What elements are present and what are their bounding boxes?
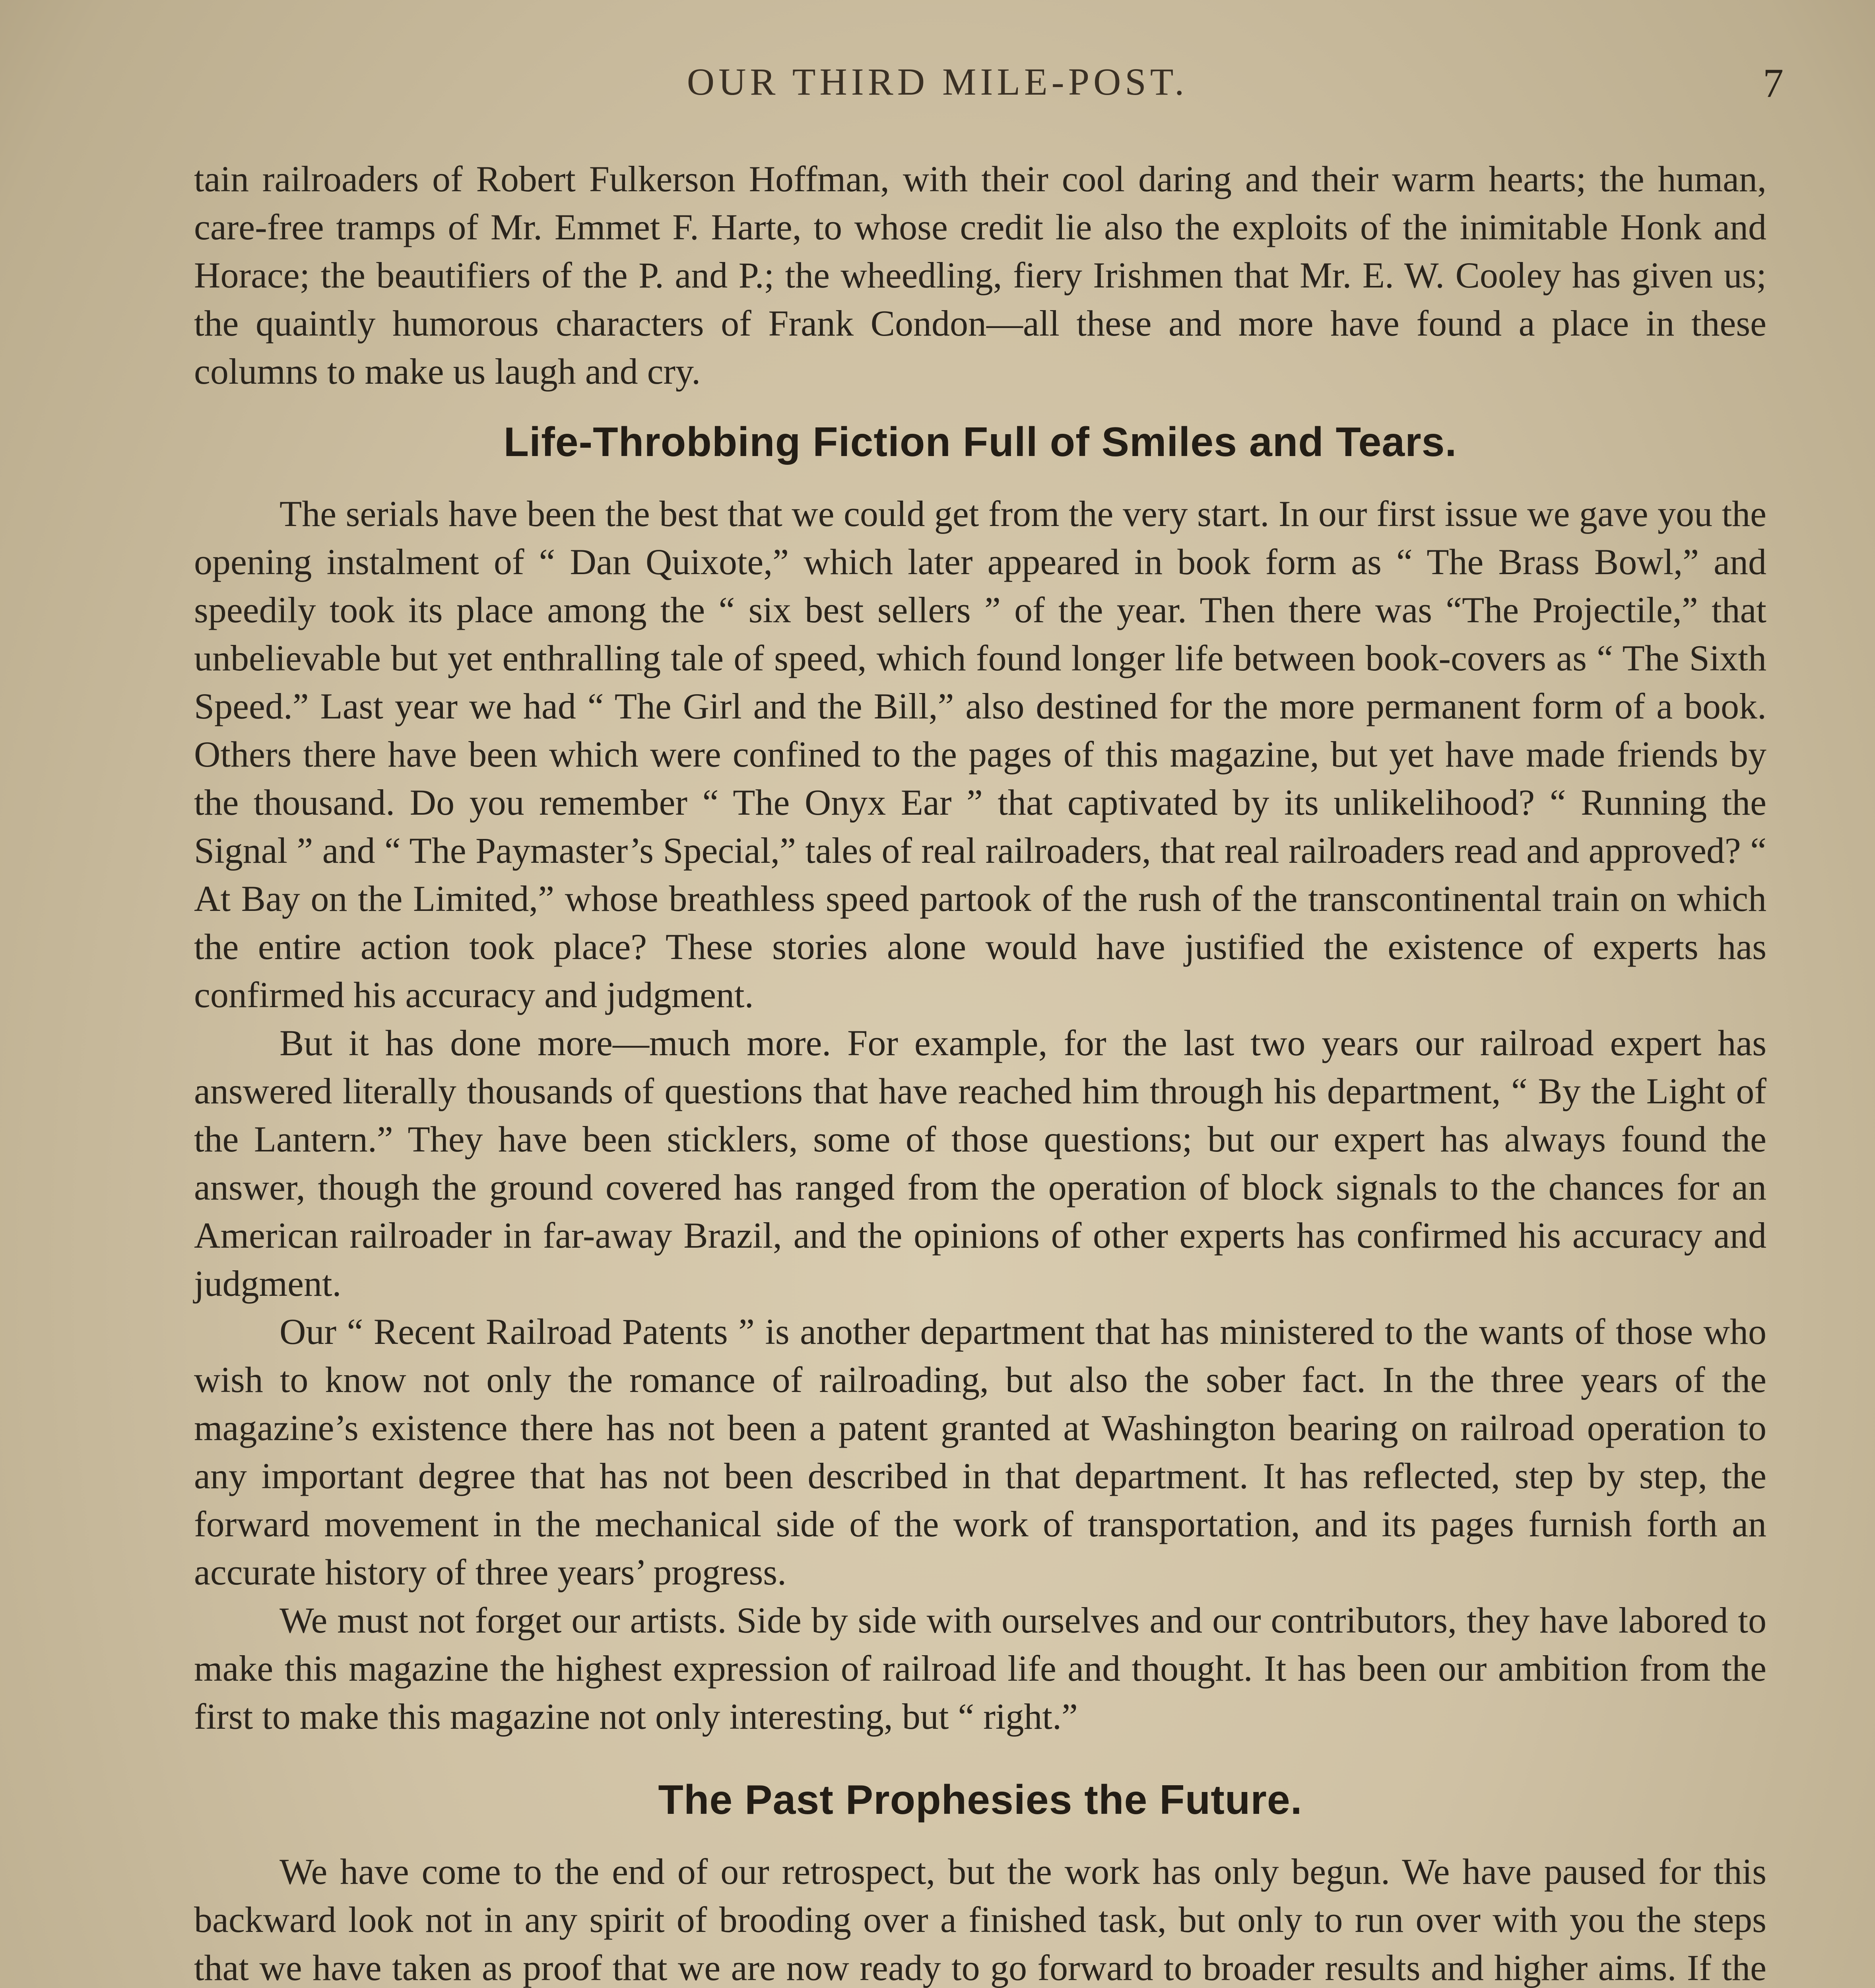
running-title: OUR THIRD MILE-POST. xyxy=(687,60,1188,103)
paragraph-serials: The serials have been the best that we could get from the very start. In our first issue we gave you the opening instalment of “ Dan Quixote,” which later appeared in book form as “ The Brass Bowl,” and speedily took its place among the “ six best sellers ” of the year. Then there was “The Projectile,” that unbelievable but yet enthralling tale of speed, which found longer life between book-covers as “ The Sixth Speed.” Last year we had “ The Girl and the Bill,” also destined for the more permanent form of a book. Others there have been which were confined to the pages of this magazine, but yet have made friends by the thousand. Do you remember “ The Onyx Ear ” that captivated by its unlikelihood? “ Running the Signal ” and “ The Paymaster’s Special,” tales of real railroaders, that real railroaders read and approved? “ At Bay on the Limited,” whose breathless speed partook of the rush of the transcontinental train on which the entire action took place? These stories alone would have justified the existence of experts has confirmed his accuracy and judgment. xyxy=(194,493,1766,1015)
page-header xyxy=(0,60,1875,107)
paragraph-artists: We must not forget our artists. Side by side with ourselves and our contributors, they have labored to make this magazine the highest expression of railroad life and thought. It has been our ambition from the first to make this magazine not only interesting, but “ right.” xyxy=(194,1600,1766,1737)
paragraph-retrospect xyxy=(194,1848,1766,1988)
paragraph-patents: Our “ Recent Railroad Patents ” is another department that has ministered to the wants of those who wish to know not only the romance of railroading, but also the sober fact. In the three years of the magazine’s existence there has not been a patent granted at Washington bearing on railroad operation to any important degree that has not been described in that department. It has reflected, step by step, the forward movement in the mechanical side of the work of transportation, and its pages furnish forth an accurate history of three years’ progress. xyxy=(194,1311,1766,1592)
paragraph-railroad-expert: But it has done more—much more. For example, for the last two years our railroad expert has answered literally thousands of questions that have reached him through his department, “ By the Light of the Lantern.” They have been sticklers, some of those questions; but our expert has always found the answer, though the ground covered has ranged from the operation of block signals to the chances for an American railroader in far-away Brazil, and the opinions of other experts has confirmed his accuracy and judgment. xyxy=(194,1023,1766,1304)
retrospect-text-start: We have come to the end of our retrospect, but the work has only begun. We have paused for this backward look not in any spirit of brooding over a finished task, but only to run over with you the steps that we have taken as proof that we are now ready to go forward to broader results and higher aims. If the xyxy=(194,1851,1766,1988)
page-number: 7 xyxy=(1763,60,1784,106)
article-body xyxy=(194,155,1766,1988)
paragraph-continued: tain railroaders of Robert Fulkerson Hoffman, with their cool daring and their warm hearts; the human, care-free tramps of Mr. Emmet F. Harte, to whose credit lie also the exploits of the inimitable Honk and Horace; the beautifiers of the P. and P.; the wheedling, fiery Irishmen that Mr. E. W. Cooley has given us; the quaintly humorous characters of Frank Condon—all these and more have found a place in these columns to make us laugh and cry. xyxy=(194,159,1766,392)
section-heading-life-throbbing-fiction: Life-Throbbing Fiction Full of Smiles and Tears. xyxy=(503,419,1457,465)
section-heading-past-prophesies: The Past Prophesies the Future. xyxy=(658,1777,1302,1823)
